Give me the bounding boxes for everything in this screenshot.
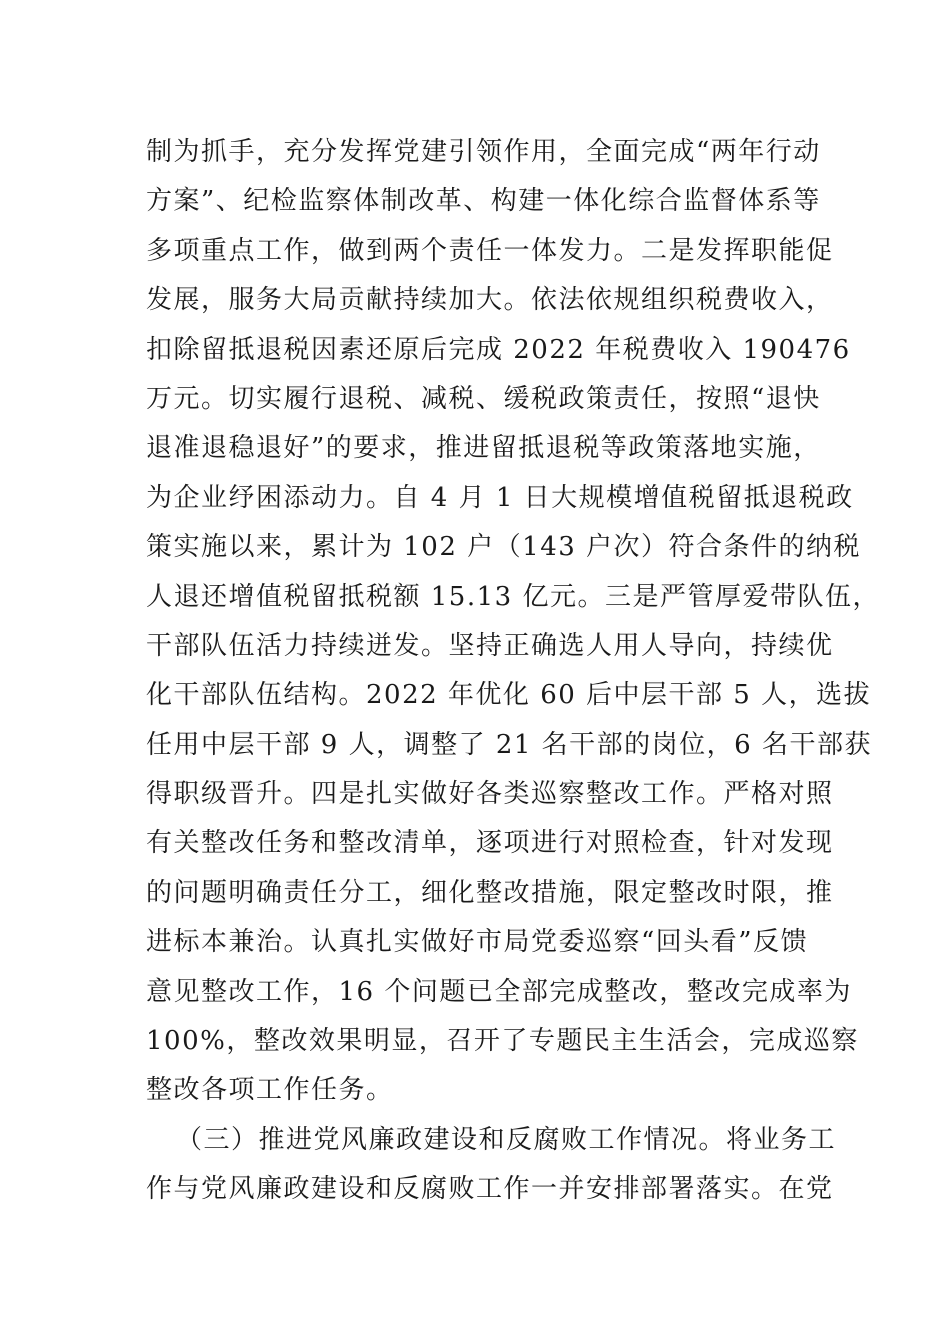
text-line: 得职级晋升。四是扎实做好各类巡察整改工作。严格对照	[146, 779, 834, 810]
text-line: 发展，服务大局贡献持续加大。依法依规组织税费收入，	[146, 285, 834, 316]
section-heading-line: （三）推进党风廉政建设和反腐败工作情况。将业务工	[176, 1124, 837, 1155]
text-line: 作与党风廉政建设和反腐败工作一并安排部署落实。在党	[146, 1174, 834, 1205]
text-line: 扣除留抵退税因素还原后完成 2022 年税费收入 190476	[146, 334, 851, 365]
text-line: 意见整改工作，16 个问题已全部完成整改，整改完成率为	[146, 976, 852, 1007]
text-line: 退准退稳退好”的要求，推进留抵退税等政策落地实施，	[146, 433, 821, 464]
text-line: 制为抓手，充分发挥党建引领作用，全面完成“两年行动	[146, 137, 821, 167]
text-line: 化干部队伍结构。2022 年优化 60 后中层干部 5 人，选拔	[146, 680, 872, 711]
text-line: 人退还增值税留抵税额 15.13 亿元。三是严管厚爱带队伍，	[146, 581, 880, 612]
text-line: 策实施以来，累计为 102 户（143 户次）符合条件的纳税	[146, 532, 862, 563]
text-line: 干部队伍活力持续迸发。坚持正确选人用人导向，持续优	[146, 630, 834, 661]
text-line: 100%，整改效果明显，召开了专题民主生活会，完成巡察	[146, 1026, 859, 1057]
body-text	[146, 128, 880, 1215]
text-line: 有关整改任务和整改清单，逐项进行对照检查，针对发现	[146, 828, 834, 859]
text-line: 整改各项工作任务。	[146, 1075, 394, 1106]
text-line: 万元。切实履行退税、减税、缓税政策责任，按照“退快	[146, 383, 821, 414]
text-line: 多项重点工作，做到两个责任一体发力。二是发挥职能促	[146, 235, 834, 266]
text-line: 方案”、纪检监察体制改革、构建一体化综合监督体系等	[146, 186, 821, 217]
text-line: 的问题明确责任分工，细化整改措施，限定整改时限，推	[146, 877, 834, 908]
text-line: 进标本兼治。认真扎实做好市局党委巡察“回头看”反馈	[146, 927, 809, 958]
text-line: 任用中层干部 9 人，调整了 21 名干部的岗位，6 名干部获	[146, 729, 872, 760]
text-line: 为企业纾困添动力。自 4 月 1 日大规模增值税留抵退税政	[146, 482, 854, 513]
